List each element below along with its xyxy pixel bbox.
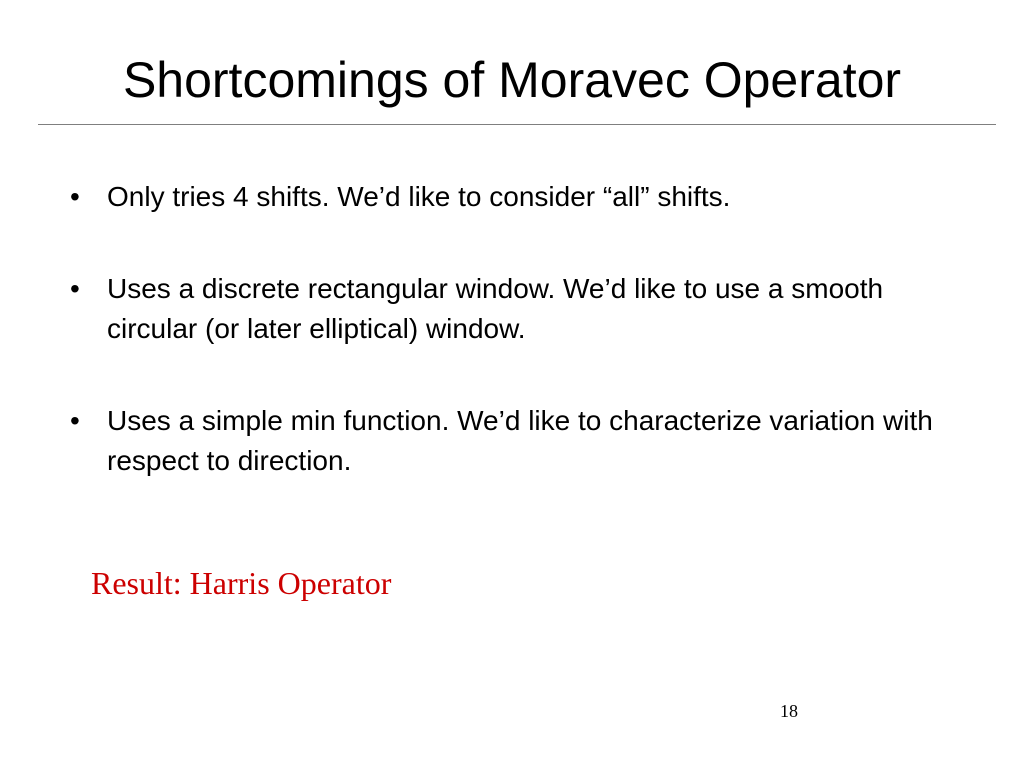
bullet-text: Uses a simple min function. We’d like to characterize variation with respect to direction. (107, 405, 933, 476)
bullet-marker: • (70, 181, 80, 212)
bullet-item (66, 401, 966, 481)
title-divider (38, 124, 996, 125)
bullet-text: Only tries 4 shifts. We’d like to consider “all” shifts. (107, 181, 731, 212)
page-number: 18 (780, 701, 798, 721)
bullet-marker: • (70, 405, 80, 436)
bullet-text: Uses a discrete rectangular window. We’d like to use a smooth circular (or later elliptical) window. (107, 273, 884, 344)
result-note: Result: Harris Operator (91, 565, 392, 601)
bullet-item (66, 269, 966, 349)
bullet-marker: • (70, 273, 80, 304)
bullet-item (66, 177, 966, 217)
bullet-list (66, 177, 966, 533)
slide-title: Shortcomings of Moravec Operator (122, 52, 902, 108)
